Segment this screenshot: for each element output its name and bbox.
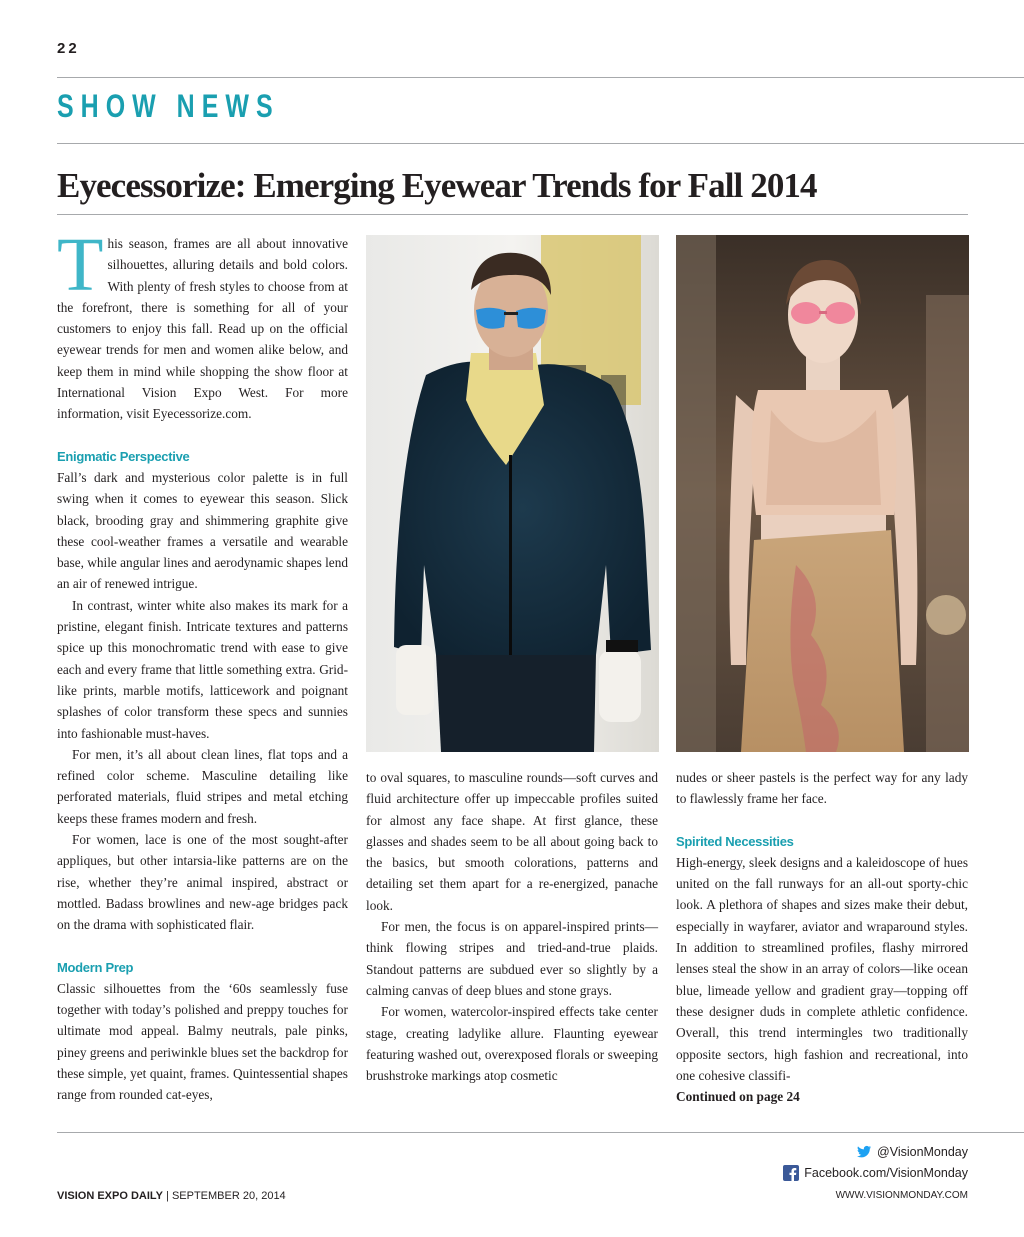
- article-column-2: [366, 767, 658, 1086]
- paragraph: High-energy, sleek designs and a kaleidoscope of hues united on the fall runways for an all-out sporty-chic look. A plethora of shapes and sizes make their debut, especially in wayfarer, aviator and wraparound styles. In addition to streamlined profiles, flashy mirrored lenses steal the show in an array of colors—like ocean blue, limeade yellow and gradient gray—topping off these designer duds in complete athletic confidence. Overall, this trend intermingles two traditionally opposite sectors, high fashion and recreational, into one cohesive classifi-: [676, 854, 968, 1083]
- paragraph: For women, watercolor-inspired effects take center stage, creating ladylike allure. Flaunting eyewear featuring washed out, overexposed florals or sweeping brushstroke markings atop cosmetic: [366, 1004, 658, 1084]
- page-number: 22: [57, 40, 80, 57]
- header-rule-bottom: [57, 143, 1024, 144]
- publication-name: VISION EXPO DAILY: [57, 1190, 163, 1202]
- subhead-modern-prep: Modern Prep: [57, 959, 134, 975]
- twitter-bird-icon: [856, 1144, 872, 1160]
- paragraph: In contrast, winter white also makes its mark for a pristine, elegant finish. Intricate textures and patterns spice up this monochromatic trend with ease to give each and every frame that little something extra. Grid-like prints, marble motifs, latticework and poignant splashes of color transform these specs and sunnies into fashionable must-haves.: [57, 597, 348, 741]
- paragraph: For men, it’s all about clean lines, flat tops and a refined color scheme. Masculine detailing like perforated materials, fluid stripes and metal etching keeps these frames modern and fresh.: [57, 746, 348, 826]
- female-model-image: [676, 235, 969, 752]
- paragraph: For men, the focus is on apparel-inspired prints—think flowing stripes and tried-and-true plaids. Standout patterns are subdued ever so slightly by a calming canvas of deep blues and stone grays.: [366, 919, 658, 998]
- paragraph: Classic silhouettes from the ‘60s seamlessly fuse together with today’s polished and preppy touches for ultimate mod appeal. Balmy neutrals, pale pinks, piney greens and periwinkle blues set the backdrop for these simple, yet quaint, frames. Quintessential shapes range from rounded cat-eyes,: [57, 980, 348, 1103]
- paragraph: nudes or sheer pastels is the perfect way for any lady to flawlessly frame her face.: [676, 770, 968, 807]
- footer-rule: [57, 1132, 1024, 1133]
- subhead-spirited-necessities: Spirited Necessities: [676, 833, 794, 849]
- website-link[interactable]: WWW.VISIONMONDAY.COM: [835, 1190, 968, 1201]
- intro-text: his season, frames are all about innovative silhouettes, alluring details and bold colors. With plenty of fresh styles to choose from at the forefront, there is something for all of your customers to enjoy this fall. Read up on the official eyewear trends for men and women alike below, and keep them in mind while shopping the show floor at International Vision Expo West. For more information, visit Eyecessorize.com.: [57, 236, 348, 422]
- facebook-f-icon: [783, 1165, 799, 1181]
- facebook-link[interactable]: [783, 1165, 968, 1181]
- twitter-handle-text: @VisionMonday: [877, 1145, 968, 1159]
- runway-photo-women: [676, 235, 969, 752]
- runway-photo-men: [366, 235, 659, 752]
- issue-date: SEPTEMBER 20, 2014: [171, 1190, 286, 1202]
- paragraph: For women, lace is one of the most sought-after appliques, but other intarsia-like patterns are on the rise, whether they’re animal inspired, abstract or mottled. Badass browlines and new-age bridges pack on the drama with sophisticated flair.: [57, 832, 348, 933]
- footer-separator: |: [166, 1190, 169, 1202]
- intro-paragraph: [57, 223, 348, 425]
- title-rule: [57, 214, 968, 215]
- twitter-handle[interactable]: [856, 1144, 968, 1160]
- article-column-1: [57, 223, 348, 1106]
- male-model-image: [366, 235, 659, 752]
- subhead-enigmatic-perspective: Enigmatic Perspective: [57, 448, 190, 464]
- footer-publication: [57, 1190, 286, 1202]
- facebook-link-text: Facebook.com/VisionMonday: [804, 1166, 968, 1180]
- paragraph: to oval squares, to masculine rounds—soft curves and fluid architecture offer up impeccable profiles suited for almost any face shape. At first glance, these glasses and shades seem to be all about going back to the basics, but smooth colorations, patterns and detailing set them apart for a re-energized, panache look.: [366, 770, 658, 913]
- header-rule-top: [57, 77, 1024, 78]
- section-label: SHOW NEWS: [57, 88, 280, 124]
- article-title: Eyecessorize: Emerging Eyewear Trends for Fall 2014: [57, 166, 817, 205]
- paragraph: Fall’s dark and mysterious color palette is in full swing when it comes to eyewear this season. Slick black, brooding gray and shimmering graphite give these cool-weather frames a versatile and wearable base, while angular lines and aerodynamic shapes lend an air of renewed intrigue.: [57, 469, 348, 592]
- continued-jump-line: Continued on page 24: [676, 1089, 800, 1105]
- article-column-3: [676, 767, 968, 1107]
- drop-cap: T: [57, 223, 104, 307]
